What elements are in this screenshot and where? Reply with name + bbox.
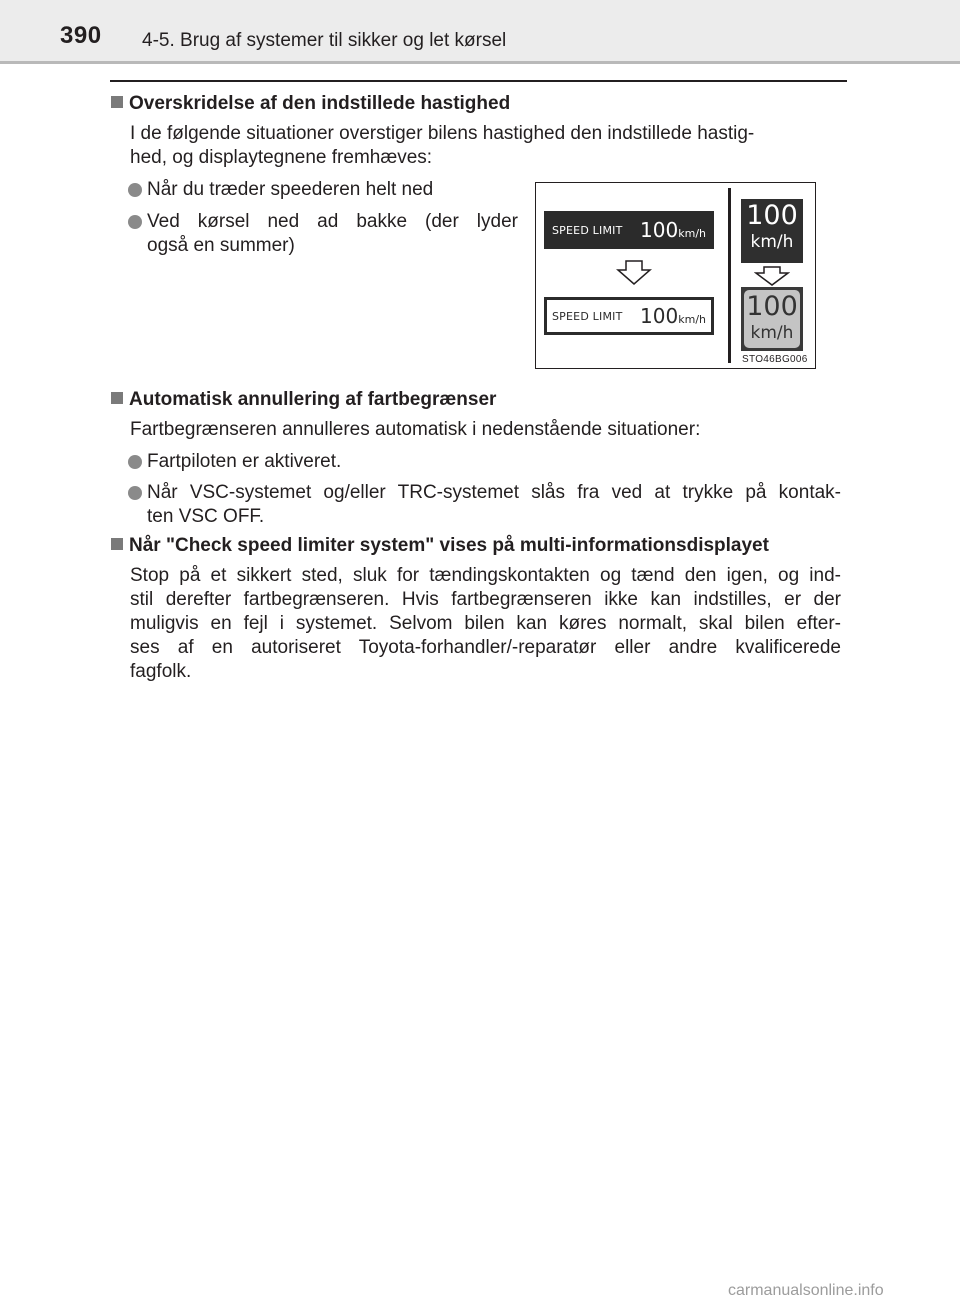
round-bullet-icon (128, 183, 142, 197)
round-bullet-icon (128, 455, 142, 469)
section-title: 4-5. Brug af systemer til sikker og let kørsel (142, 30, 507, 51)
page-header (0, 0, 960, 64)
speed-limit-display-normal: SPEED LIMIT 100km/h (544, 211, 714, 249)
paragraph-check-line2: stil derefter fartbegrænseren. Hvis fartbegrænseren ikke kan indstilles, er der (130, 589, 841, 610)
top-rule (110, 80, 847, 82)
heading-overspeed: Overskridelse af den indstillede hastighed (111, 92, 510, 116)
page-number: 390 (60, 22, 102, 49)
figure-divider (728, 188, 731, 363)
paragraph-check-line3: muligvis en fejl i systemet. Selvom bilen kan køres normalt, skal bilen efter- (130, 613, 841, 634)
bullet-cruise-control: Fartpiloten er aktiveret. (128, 450, 841, 474)
down-arrow-icon (616, 260, 652, 286)
square-bullet-icon (111, 96, 123, 108)
paragraph-overspeed-line1: I de følgende situationer overstiger bilens hastighed den indstillede hastig- (130, 123, 755, 144)
bullet-vsc-off: Når VSC-systemet og/eller TRC-systemet slås fra ved at trykke på kontak- ten VSC OFF. (128, 481, 841, 529)
paragraph-check-line4: ses af en autoriseret Toyota-forhandler/-reparatør eller andre kvalificerede (130, 637, 841, 658)
heading-auto-cancel: Automatisk annullering af fartbegrænser (111, 388, 496, 412)
speed-tile-normal: 100 km/h (741, 199, 803, 263)
paragraph-auto-cancel: Fartbegrænseren annulleres automatisk i nedenstående situationer: (130, 419, 701, 440)
speed-limit-display-highlighted: SPEED LIMIT 100km/h (544, 297, 714, 335)
round-bullet-icon (128, 486, 142, 500)
round-bullet-icon (128, 215, 142, 229)
bullet-downhill: Ved kørsel ned ad bakke (der lyder også en summer) (128, 210, 518, 258)
figure-code: STO46BG006 (742, 354, 808, 365)
down-arrow-icon (754, 266, 790, 286)
paragraph-overspeed-line2: hed, og displaytegnene fremhæves: (130, 147, 433, 168)
square-bullet-icon (111, 538, 123, 550)
speed-tile-highlighted: 100 km/h (741, 287, 803, 351)
square-bullet-icon (111, 392, 123, 404)
paragraph-check-line1: Stop på et sikkert sted, sluk for tændingskontakten og tænd den igen, og ind- (130, 565, 841, 586)
paragraph-check-line5: fagfolk. (130, 661, 192, 682)
heading-check-limiter: Når "Check speed limiter system" vises på multi-informationsdisplayet (111, 534, 769, 558)
bullet-accelerator: Når du træder speederen helt ned (128, 178, 518, 202)
watermark: carmanualsonline.info (728, 1282, 884, 1299)
speed-limit-figure (535, 182, 816, 369)
